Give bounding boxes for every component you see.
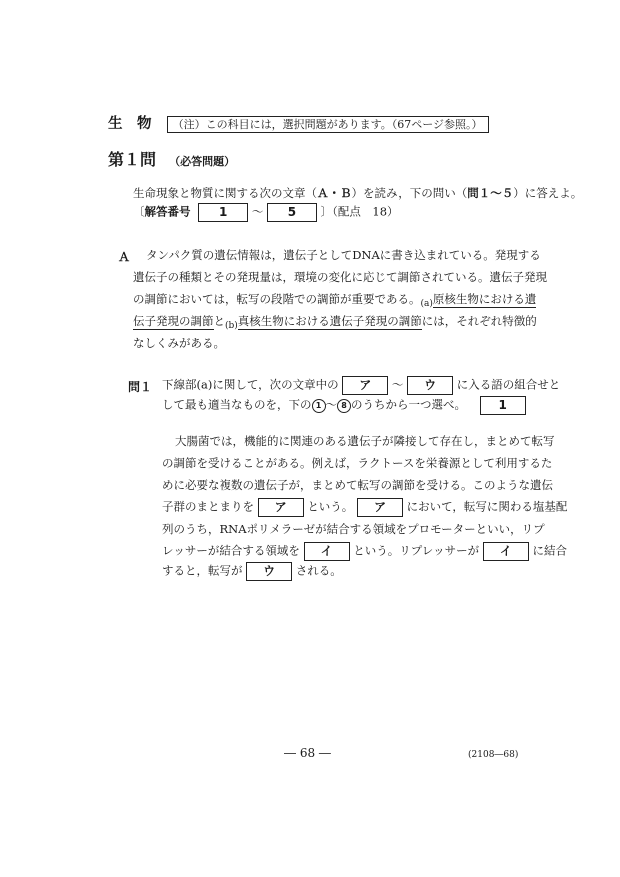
intro-questions: 問１〜５ <box>467 186 514 200</box>
intro-text: 生命現象と物質に関する次の文章（ <box>133 186 317 200</box>
blank-box-i: イ <box>304 542 350 561</box>
text: レッサーが結合する領域を <box>162 543 300 558</box>
text: の調節においては，転写の段階での調節が重要である。 <box>133 292 421 306</box>
intro-text-post: ）に答えよ。 <box>513 186 583 200</box>
tilde: 〜 <box>325 397 337 412</box>
passage-line7 <box>162 562 342 581</box>
section-a-line4 <box>133 314 537 334</box>
text: すると，転写が <box>162 563 243 578</box>
blank-box-u: ウ <box>246 562 292 581</box>
question-title: 第１問 <box>108 150 157 169</box>
q1-line2 <box>162 396 526 415</box>
tilde: 〜 <box>391 377 404 392</box>
text: のうちから一つ選べ。 <box>351 397 466 412</box>
text: に結合 <box>532 543 567 558</box>
circled-1-icon: 1 <box>312 399 326 413</box>
subject-title: 生 物 <box>108 116 152 132</box>
blank-box-a: ア <box>342 376 388 395</box>
question-heading <box>108 147 235 170</box>
underline-a-part1: 原核生物における遺 <box>432 292 537 306</box>
text: される。 <box>295 563 342 578</box>
q1-line1 <box>162 376 560 395</box>
tilde: 〜 <box>251 204 264 219</box>
text: 子群のまとまりを <box>162 499 254 514</box>
blank-box-a: ア <box>258 498 304 517</box>
answer-range <box>133 203 399 222</box>
answer-box-to: 5 <box>267 203 317 222</box>
section-a-line2: 遺伝子の種類とその発現量は，環境の変化に応じて調節されている。遺伝子発現 <box>133 270 547 284</box>
answer-box-1: 1 <box>480 396 526 415</box>
passage-line2: の調節を受けることがある。例えば，ラクトースを栄養源として利用するた <box>162 456 553 470</box>
underline-mark-a: (a) <box>420 299 433 309</box>
blank-box-a-2: ア <box>357 498 403 517</box>
answer-box-from: 1 <box>198 203 248 222</box>
underline-mark-b: (b) <box>225 321 238 331</box>
bracket-open: 〔 <box>133 204 145 219</box>
bracket-close: 〕 <box>320 204 333 219</box>
page-code: (2108―68) <box>468 750 519 760</box>
passage-line5: 列のうち，RNAポリメラーゼが結合する領域をプロモーターといい，リプ <box>162 522 545 536</box>
text: において，転写に関わる塩基配 <box>406 499 568 514</box>
selection-note: （注）この科目には，選択問題があります。（67ページ参照。） <box>167 116 489 133</box>
text: と <box>213 314 225 328</box>
subject-header <box>108 112 489 133</box>
section-a-line3 <box>133 292 536 312</box>
passage-line1: 大腸菌では，機能的に関連のある遺伝子が隣接して存在し，まとめて転写 <box>175 434 555 448</box>
q1-label: 問１ <box>128 380 153 394</box>
intro-ab: Ａ・Ｂ <box>317 186 352 200</box>
required-label: （必答問題） <box>169 155 236 168</box>
section-a-line5: なしくみがある。 <box>133 336 225 350</box>
text: 下線部(a)に関して，次の文章中の <box>162 377 339 392</box>
points: （配点 18） <box>332 204 399 219</box>
passage-line4 <box>162 498 567 517</box>
text: に入る語の組合せと <box>456 377 561 392</box>
passage-line6 <box>162 542 567 561</box>
text: という。 <box>307 499 354 514</box>
section-a-line1: タンパク質の遺伝情報は，遺伝子としてDNAに書き込まれている。発現する <box>146 248 541 262</box>
text: には，それぞれ特徴的 <box>421 314 537 328</box>
circled-8-icon: 8 <box>337 399 351 413</box>
text: して最も適当なものを，下の <box>162 397 312 412</box>
page-number: ― 68 ― <box>284 746 331 760</box>
intro-line <box>133 186 582 201</box>
underline-b: 真核生物における遺伝子発現の調節 <box>237 314 422 328</box>
passage-line3: めに必要な複数の遺伝子が，まとめて転写の調節を受ける。このような遺伝 <box>162 478 553 492</box>
underline-a-part2: 伝子発現の調節 <box>133 314 214 328</box>
answer-number-label: 解答番号 <box>144 204 191 219</box>
blank-box-u: ウ <box>407 376 453 395</box>
intro-text-mid: ）を読み，下の問い（ <box>351 186 468 200</box>
section-a-label: Ａ <box>118 250 131 264</box>
blank-box-i-2: イ <box>483 542 529 561</box>
text: という。リプレッサーが <box>353 543 480 558</box>
